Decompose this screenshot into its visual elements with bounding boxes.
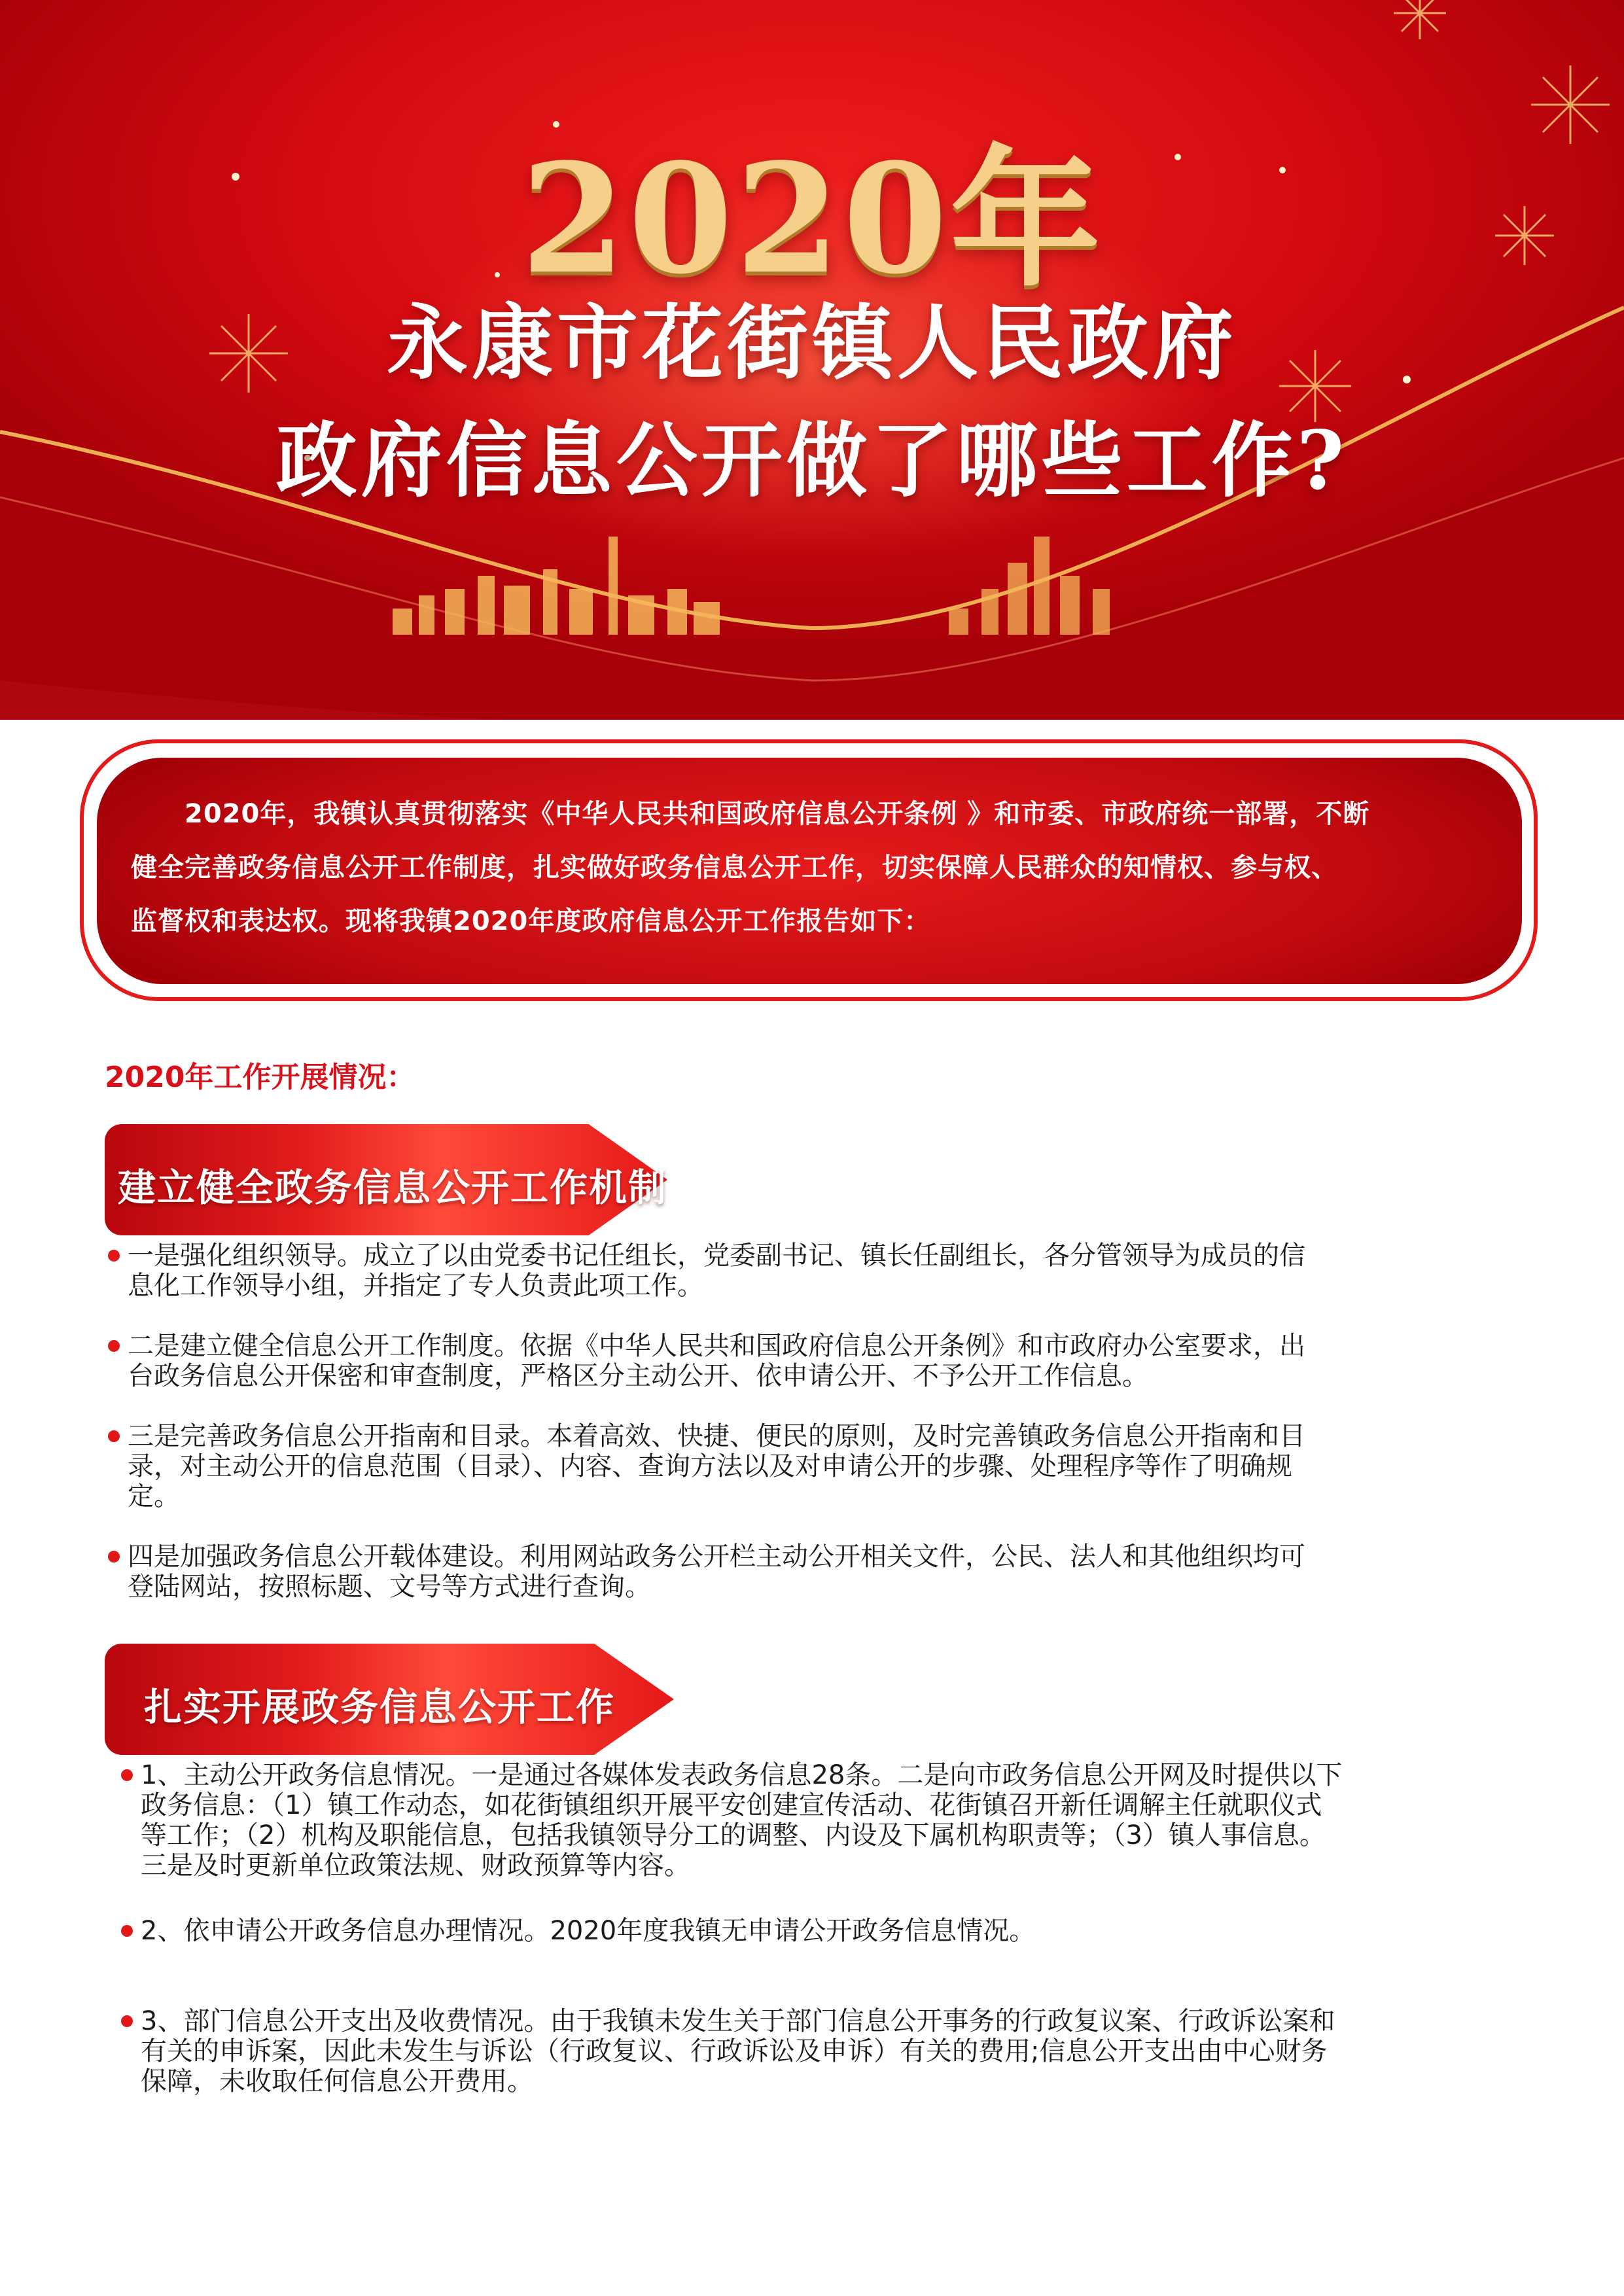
banner-title-line-1: 永康市花街镇人民政府: [386, 296, 1237, 391]
banner-title-line-2: 政府信息公开做了哪些工作?: [275, 414, 1349, 508]
intro-line: 健全完善政务信息公开工作制度，扎实做好政务信息公开工作，切实保障人民群众的知情权、参与权、: [131, 853, 1338, 883]
bullet-icon: [108, 1250, 120, 1262]
list-item: 一是强化组织领导。成立了以由党委书记任组长，党委副书记、镇长任副组长，各分管领导为成员的信 息化工作领导小组，并指定了专人负责此项工作。: [128, 1241, 1554, 1301]
bullet-icon: [108, 1340, 120, 1352]
section1-title: 建立健全政务信息公开工作机制: [118, 1165, 668, 1210]
bullet-icon: [121, 1925, 133, 1937]
list-item: 2、依申请公开政务信息办理情况。2020年度我镇无申请公开政务信息情况。: [141, 1916, 1567, 1946]
header-banner: [0, 0, 1624, 720]
list-item: 1、主动公开政务信息情况。一是通过各媒体发表政务信息28条。二是向市政务信息公开网及时提供以下 政务信息：（1）镇工作动态，如花街镇组织开展平安创建宣传活动、花街镇召开新任调解主任就职仪式 等工作；（2）机构及职能信息，包括我镇领导分工的调整、内设及下属机构职责等；（3）镇人事信息。 三是及时更新单位政策法规、财政预算等内容。: [141, 1760, 1567, 1881]
banner-year: 2020年: [520, 131, 1104, 308]
section2-title: 扎实开展政务信息公开工作: [144, 1685, 616, 1729]
list-item: 四是加强政务信息公开载体建设。利用网站政务公开栏主动公开相关文件，公民、法人和其他组织均可 登陆网站，按照标题、文号等方式进行查询。: [128, 1542, 1554, 1602]
intro-paragraph: [131, 787, 1505, 948]
list-item: 二是建立健全信息公开工作制度。依据《中华人民共和国政府信息公开条例》和市政府办公室要求，出 台政务信息公开保密和审查制度，严格区分主动公开、依申请公开、不予公开工作信息。: [128, 1331, 1554, 1391]
list-item: 三是完善政务信息公开指南和目录。本着高效、快捷、便民的原则，及时完善镇政务信息公开指南和目 录，对主动公开的信息范围（目录）、内容、查询方法以及对申请公开的步骤、处理程序等作了明确规 定。: [128, 1421, 1554, 1511]
bullet-icon: [121, 2015, 133, 2027]
bullet-icon: [108, 1551, 120, 1563]
work-section-label: 2020年工作开展情况：: [105, 1061, 415, 1094]
intro-line: 监督权和表达权。现将我镇2020年度政府信息公开工作报告如下：: [131, 906, 931, 936]
bullet-icon: [108, 1430, 120, 1442]
intro-line: 2020年，我镇认真贯彻落实《中华人民共和国政府信息公开条例 》和市委、市政府统一部署，不断: [131, 799, 1370, 829]
list-item: 3、部门信息公开支出及收费情况。由于我镇未发生关于部门信息公开事务的行政复议案、行政诉讼案和 有关的申诉案，因此未发生与诉讼（行政复议、行政诉讼及申诉）有关的费用;信息公开支出由中心财务 保障，未收取任何信息公开费用。: [141, 2006, 1567, 2096]
bullet-icon: [121, 1769, 133, 1781]
